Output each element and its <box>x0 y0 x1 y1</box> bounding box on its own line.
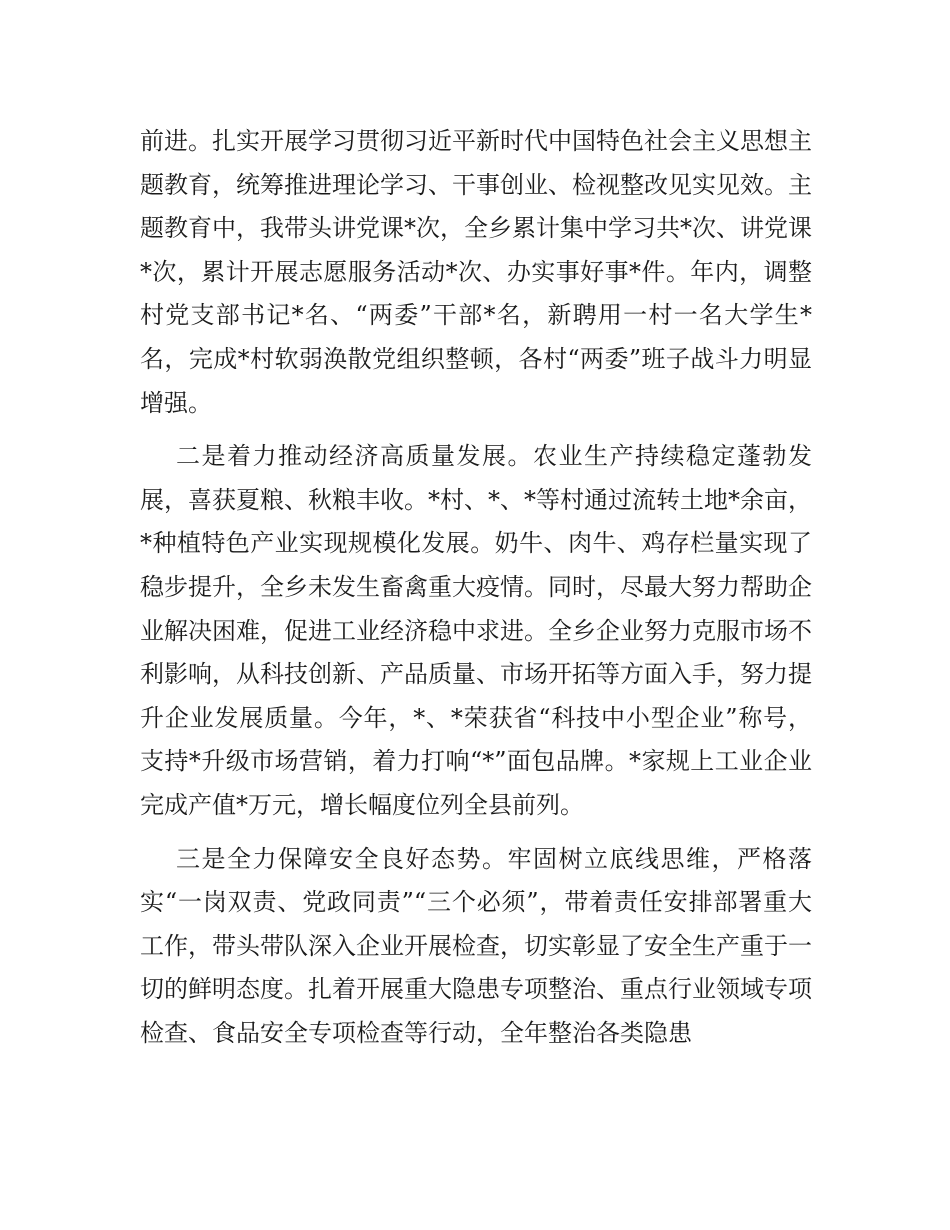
body-text <box>140 120 812 1055</box>
paragraph-continuation: 前进。扎实开展学习贯彻习近平新时代中国特色社会主义思想主题教育，统筹推进理论学习、干事创业、检视整改见实见效。主题教育中，我带头讲党课*次，全乡累计集中学习共*次、讲党课*次，累计开展志愿服务活动*次、办实事好事*件。年内，调整村党支部书记*名、“两委”干部*名，新聘用一村一名大学生*名，完成*村软弱涣散党组织整顿，各村“两委”班子战斗力明显增强。 <box>140 127 812 417</box>
paragraph-safety: 三是全力保障安全良好态势。牢固树立底线思维，严格落实“一岗双责、党政同责”“三个必须”，带着责任安排部署重大工作，带头带队深入企业开展检查，切实彰显了安全生产重于一切的鲜明态度。扎着开展重大隐患专项整治、重点行业领域专项检查、食品安全专项检查等行动，全年整治各类隐患 <box>140 844 812 1047</box>
paragraph-economy: 二是着力推动经济高质量发展。农业生产持续稳定蓬勃发展，喜获夏粮、秋粮丰收。*村、*、*等村通过流转土地*余亩，*种植特色产业实现规模化发展。奶牛、肉牛、鸡存栏量实现了稳步提升，全乡未发生畜禽重大疫情。同时，尽最大努力帮助企业解决困难，促进工业经济稳中求进。全乡企业努力克服市场不利影响，从科技创新、产品质量、市场开拓等方面入手，努力提升企业发展质量。今年，*、*荣获省“科技中小型企业”称号，支持*升级市场营销，着力打响“*”面包品牌。*家规上工业企业完成产值*万元，增长幅度位列全县前列。 <box>140 442 812 819</box>
